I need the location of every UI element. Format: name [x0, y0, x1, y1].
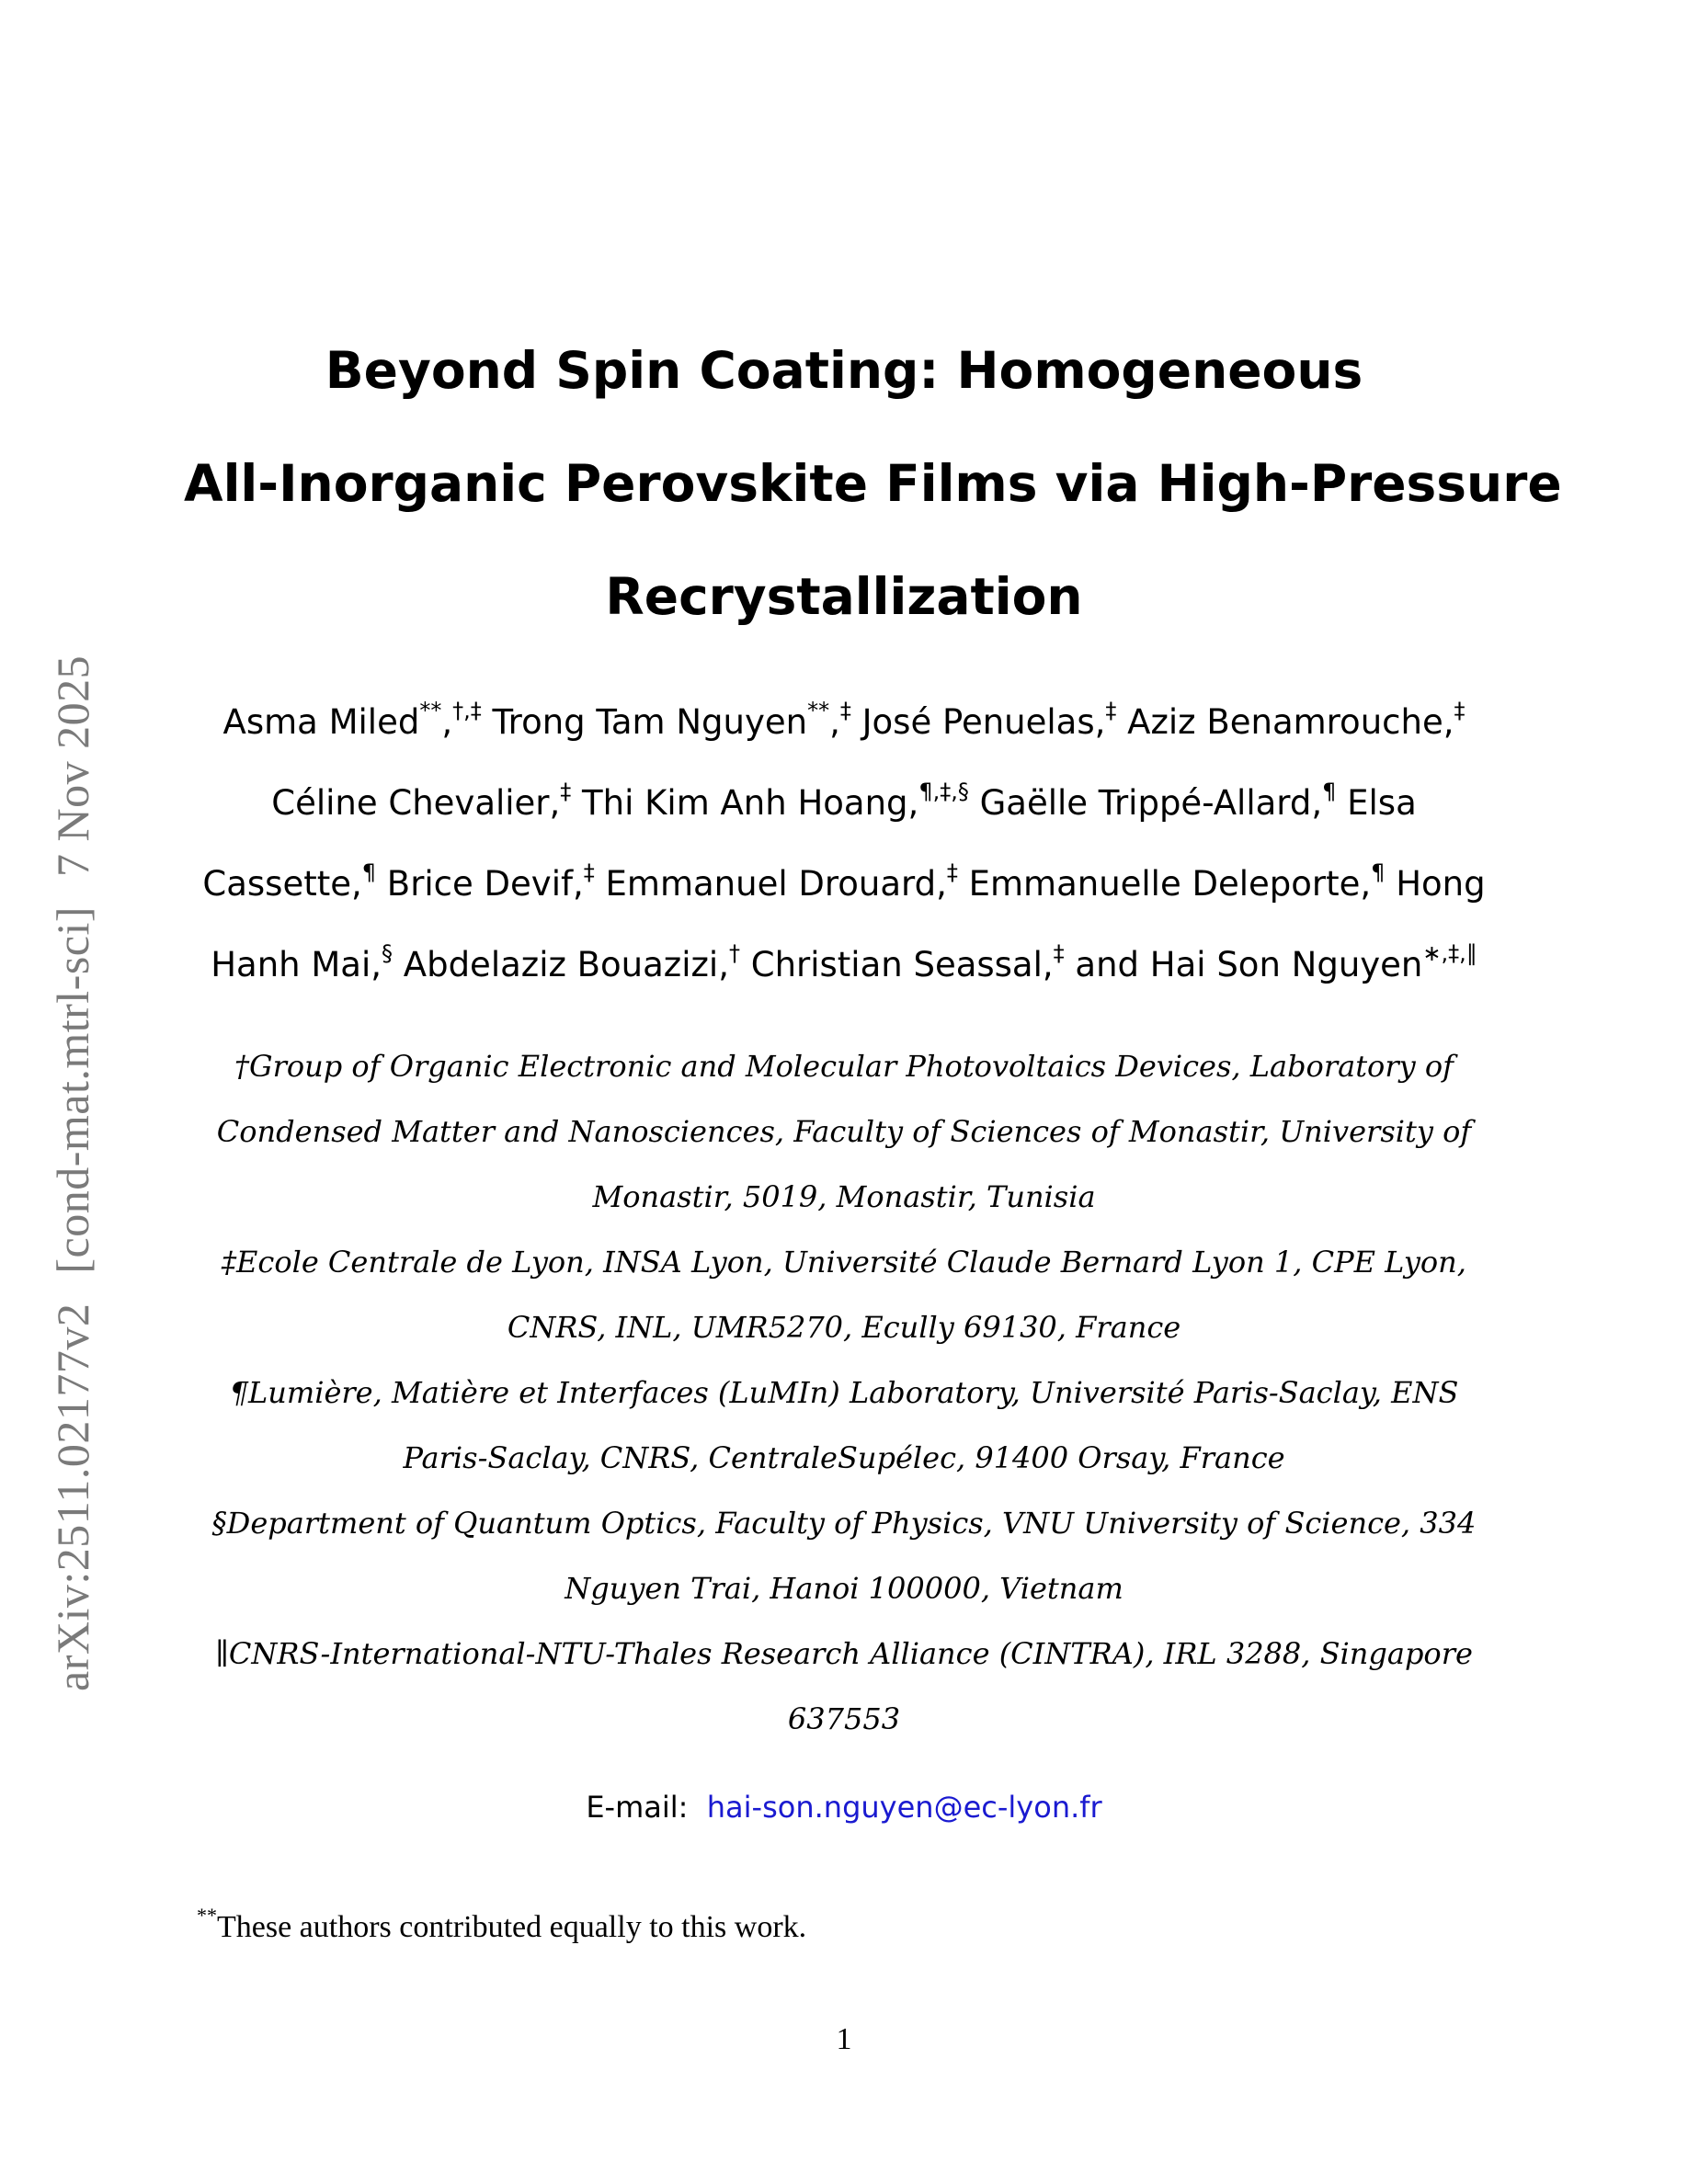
arxiv-id: arXiv:2511.02177v2: [47, 1302, 98, 1691]
author-text: Aziz Benamrouche,: [1116, 702, 1454, 742]
author-text: Asma Miled: [222, 702, 420, 742]
affiliation-line: ‡Ecole Centrale de Lyon, INSA Lyon, Université Claude Bernard Lyon 1, CPE Lyon,: [222, 1245, 1466, 1280]
author-affiliation-marker: ‡: [946, 859, 958, 885]
affiliation-line: ∥CNRS-International-NTU-Thales Research Alliance (CINTRA), IRL 3288, Singapore: [215, 1636, 1473, 1671]
title-line: Recrystallization: [605, 567, 1083, 626]
author-text: Hong: [1385, 864, 1486, 904]
author-affiliation-marker: ‡: [1454, 697, 1466, 723]
arxiv-stamp: [46, 626, 99, 1691]
author-line: [184, 682, 1504, 763]
email-link[interactable]: hai-son.nguyen@ec-lyon.fr: [706, 1790, 1102, 1825]
author-text: Emmanuelle Deleporte,: [957, 864, 1372, 904]
equal-contribution-footnote: [197, 1903, 807, 1945]
affiliation-line: ¶Lumière, Matière et Interfaces (LuMIn) Laboratory, Université Paris-Saclay, ENS: [229, 1375, 1459, 1410]
author-text: Trong Tam Nguyen: [481, 702, 808, 742]
arxiv-date: 7 Nov 2025: [47, 654, 98, 877]
author-text: José Penuelas,: [850, 702, 1106, 742]
author-affiliation-marker: ‡: [583, 859, 595, 885]
page-number: 1: [836, 2022, 852, 2056]
author-line: [184, 844, 1504, 925]
affiliation-line: †Group of Organic Electronic and Molecular Photovoltaics Devices, Laboratory of: [234, 1049, 1454, 1084]
author-text: ,: [829, 702, 840, 742]
author-line: [184, 925, 1504, 1006]
title-line: All-Inorganic Perovskite Films via High-Pressure: [184, 454, 1562, 513]
author-affiliation-marker: ¶: [1322, 778, 1337, 804]
author-text: Emmanuel Drouard,: [594, 864, 947, 904]
arxiv-category: [cond-mat.mtrl-sci]: [47, 905, 98, 1274]
author-affiliation-marker: ‡: [1105, 697, 1117, 723]
affiliation-line: Nguyen Trai, Hanoi 100000, Vietnam: [565, 1571, 1123, 1606]
author-affiliation-marker: ∗,‡,∥: [1422, 939, 1477, 966]
author-text: Céline Chevalier,: [271, 783, 561, 823]
affiliation-line: 637553: [787, 1701, 901, 1736]
author-affiliation-marker: ¶,‡,§: [918, 778, 969, 804]
author-text: Elsa: [1336, 783, 1417, 823]
author-affiliation-marker: ‡: [560, 778, 572, 804]
author-affiliation-marker: ‡: [1053, 939, 1065, 966]
title-line: Beyond Spin Coating: Homogeneous: [325, 341, 1363, 400]
author-text: Thi Kim Anh Hoang,: [571, 783, 919, 823]
author-text: and Hai Son Nguyen: [1064, 945, 1423, 984]
author-line: [184, 763, 1504, 844]
affiliation-list: [211, 1034, 1477, 1752]
author-affiliation-marker: §: [382, 939, 393, 966]
footnote-marker: **: [197, 1903, 217, 1927]
footnote-text: These authors contributed equally to this work.: [217, 1910, 807, 1944]
author-affiliation-marker: **: [807, 697, 830, 723]
affiliation-line: Monastir, 5019, Monastir, Tunisia: [592, 1179, 1096, 1214]
author-text: Gaëlle Trippé-Allard,: [968, 783, 1323, 823]
affiliation-line: §Department of Quantum Optics, Faculty of Physics, VNU University of Science, 334: [211, 1506, 1477, 1541]
author-affiliation-marker: ¶: [1371, 859, 1386, 885]
contact-email: [184, 1790, 1504, 1825]
author-affiliation-marker: †: [728, 939, 740, 966]
author-affiliation-marker: ¶: [361, 859, 377, 885]
paper-title: [184, 314, 1562, 654]
author-affiliation-marker: †,‡: [452, 697, 482, 723]
author-affiliation-marker: **: [419, 697, 442, 723]
affiliation-line: Paris-Saclay, CNRS, CentraleSupélec, 91400 Orsay, France: [403, 1440, 1285, 1475]
author-list: [184, 682, 1504, 1006]
author-text: Christian Seassal,: [739, 945, 1054, 984]
affiliation-line: CNRS, INL, UMR5270, Ecully 69130, France: [507, 1310, 1181, 1345]
author-text: ,: [441, 702, 453, 742]
author-affiliation-marker: ‡: [839, 697, 851, 723]
author-text: Hanh Mai,: [211, 945, 382, 984]
author-text: Brice Devif,: [376, 864, 584, 904]
author-text: Abdelaziz Bouazizi,: [393, 945, 729, 984]
email-label: E-mail:: [586, 1790, 689, 1825]
author-text: Cassette,: [202, 864, 362, 904]
affiliation-line: Condensed Matter and Nanosciences, Faculty of Sciences of Monastir, University of: [216, 1114, 1472, 1149]
